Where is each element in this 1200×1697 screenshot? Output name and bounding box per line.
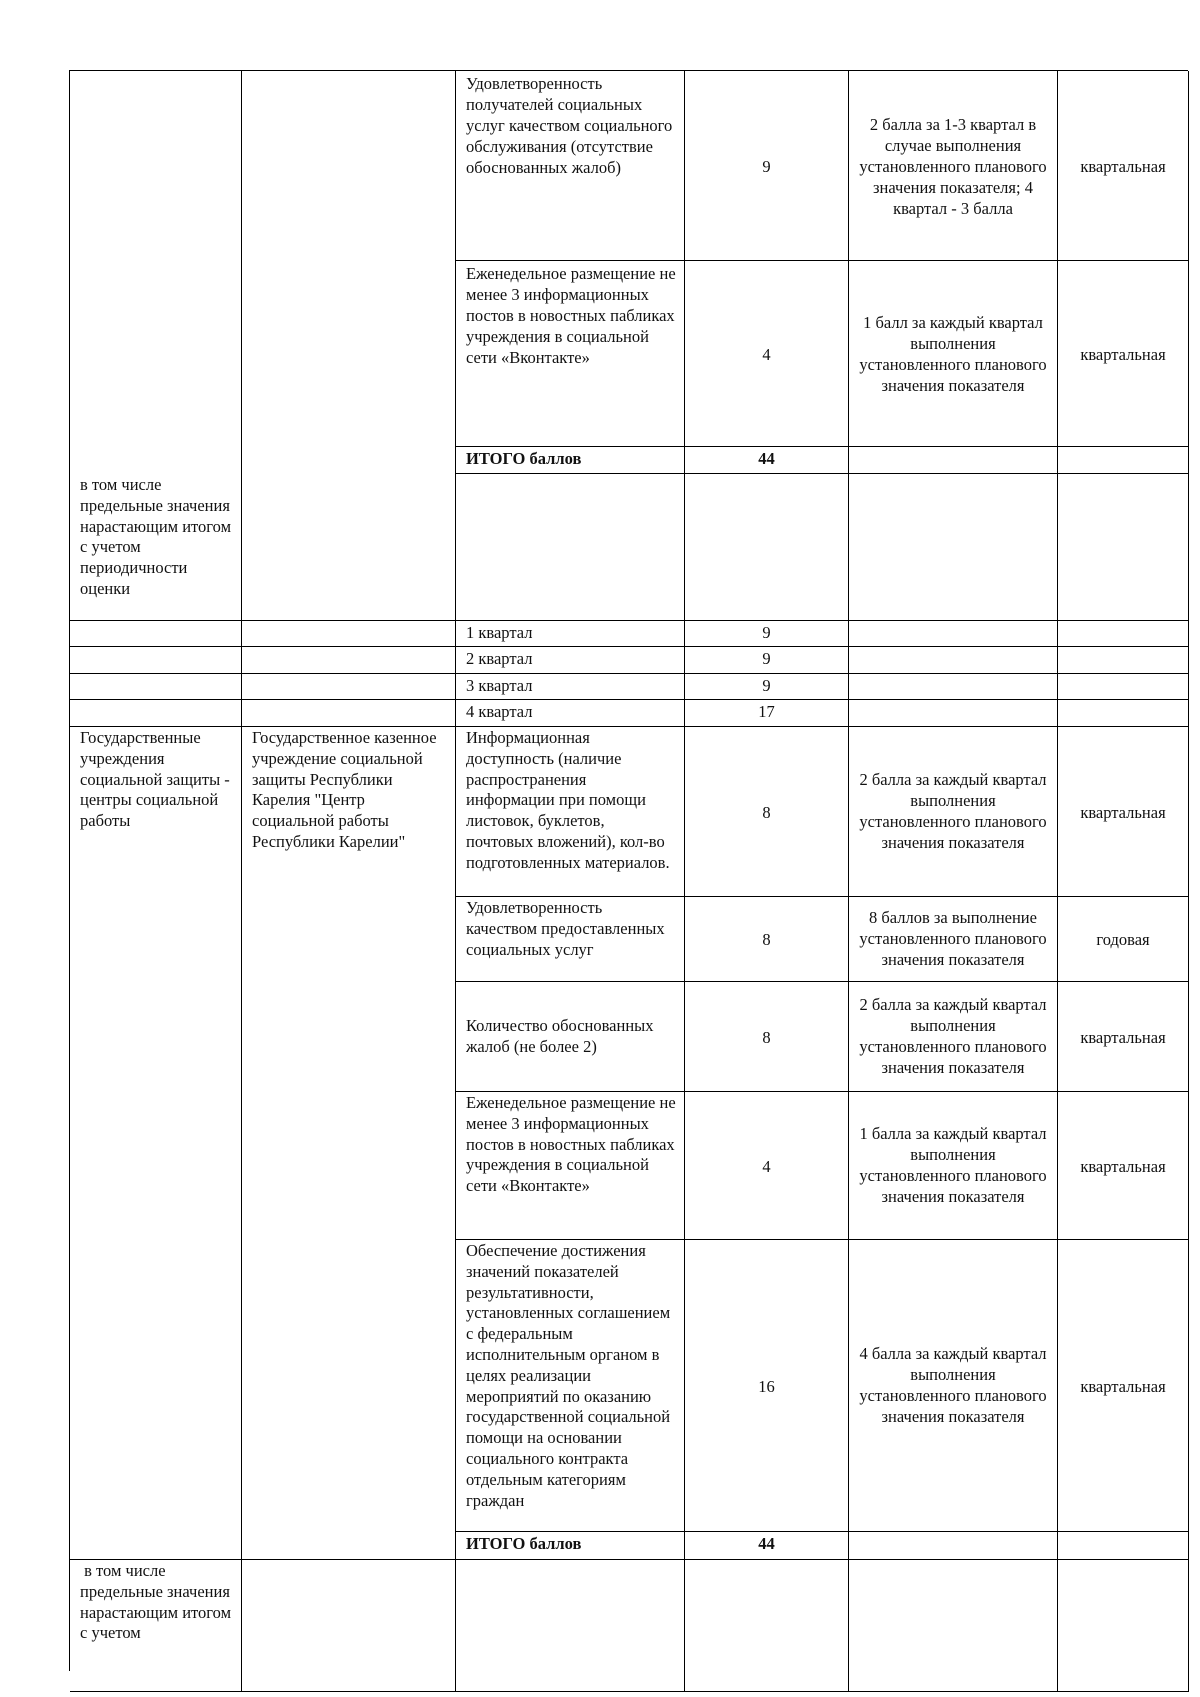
empty-cell — [849, 674, 1058, 700]
points-value: 16 — [758, 1376, 775, 1396]
cumulative-label: в том числе предельные значения нарастающим итогом с учетом периодичности оценки — [70, 474, 242, 621]
indicator-cell — [456, 261, 685, 447]
quarter-value: 17 — [685, 700, 849, 727]
indicator-cell — [456, 1092, 685, 1240]
empty-cell — [242, 1560, 456, 1692]
points-value: 4 — [762, 344, 771, 364]
total-value: 44 — [685, 1532, 849, 1560]
condition-cell — [849, 727, 1058, 897]
condition-cell — [849, 982, 1058, 1092]
empty-cell — [685, 474, 849, 621]
indicator-cell — [456, 897, 685, 982]
periodicity-text: квартальная — [1080, 1376, 1166, 1396]
empty-cell — [242, 474, 456, 621]
condition-text: 2 балла за каждый квартал выполнения установленного планового значения показателя — [859, 770, 1047, 852]
points-cell — [685, 261, 849, 447]
condition-text: 2 балла за каждый квартал выполнения установленного планового значения показателя — [859, 995, 1047, 1077]
periodicity-cell — [1058, 727, 1189, 897]
total-label: ИТОГО баллов — [456, 447, 685, 474]
empty-cell — [849, 1532, 1058, 1560]
periodicity-cell — [1058, 982, 1189, 1092]
condition-cell — [849, 1240, 1058, 1532]
empty-cell — [1058, 474, 1189, 621]
indicator-text: Еженедельное размещение не менее 3 информационных постов в новостных пабликах учреждения в социальной сети «Вконтакте» — [466, 264, 676, 367]
periodicity-text: квартальная — [1080, 156, 1166, 176]
quarter-value: 9 — [685, 621, 849, 647]
indicator-cell — [456, 982, 685, 1092]
empty-cell — [849, 1560, 1058, 1692]
points-value: 8 — [762, 1027, 771, 1047]
condition-text: 8 баллов за выполнение установленного планового значения показателя — [859, 908, 1047, 969]
points-cell — [685, 982, 849, 1092]
empty-cell — [685, 1560, 849, 1692]
condition-text: 1 балл за каждый квартал выполнения установленного планового значения показателя — [859, 313, 1047, 395]
empty-cell — [1058, 647, 1189, 674]
total-value: 44 — [685, 447, 849, 474]
empty-cell — [70, 647, 242, 674]
empty-cell — [1058, 700, 1189, 727]
points-value: 4 — [762, 1156, 771, 1176]
empty-cell — [70, 674, 242, 700]
empty-cell — [849, 621, 1058, 647]
institution-type: Государственные учреждения социальной защиты - центры социальной работы — [80, 728, 230, 831]
condition-cell — [849, 1092, 1058, 1240]
empty-cell-name — [242, 71, 456, 474]
empty-cell — [1058, 1532, 1189, 1560]
periodicity-text: квартальная — [1080, 802, 1166, 822]
indicator-text: Информационная доступность (наличие распространения информации при помощи листовок, буклетов, почтовых вложений), кол-во подготовленных материалов. — [466, 728, 670, 872]
periodicity-text: квартальная — [1080, 1027, 1166, 1047]
condition-cell — [849, 261, 1058, 447]
empty-cell-type — [70, 71, 242, 474]
periodicity-text: квартальная — [1080, 344, 1166, 364]
periodicity-text: годовая — [1096, 930, 1150, 949]
points-value: 9 — [762, 156, 771, 176]
indicator-text: Обеспечение достижения значений показателей результативности, установленных соглашением с федеральным исполнительным органом в целях реализации мероприятий по оказанию государственной социальной помощи на основании социального контракта отдельным категориям граждан — [466, 1241, 671, 1510]
empty-cell — [849, 647, 1058, 674]
total-label: ИТОГО баллов — [456, 1532, 685, 1560]
points-cell — [685, 897, 849, 982]
empty-cell — [456, 1560, 685, 1692]
empty-cell — [849, 474, 1058, 621]
condition-text: 2 балла за 1-3 квартал в случае выполнения установленного планового значения показателя; 4 квартал - 3 балла — [859, 114, 1047, 218]
empty-cell — [1058, 674, 1189, 700]
empty-cell — [242, 700, 456, 727]
empty-cell — [70, 621, 242, 647]
empty-cell — [242, 647, 456, 674]
periodicity-cell — [1058, 261, 1189, 447]
institution-type-cell — [70, 727, 242, 1560]
quarter-value: 9 — [685, 674, 849, 700]
condition-cell — [849, 71, 1058, 261]
institution-name-cell — [242, 727, 456, 1560]
condition-cell — [849, 897, 1058, 982]
institution-name: Государственное казенное учреждение социальной защиты Республики Карелия "Центр социальной работы Республики Карелии" — [252, 728, 437, 851]
indicator-cell — [456, 1240, 685, 1532]
empty-cell — [242, 621, 456, 647]
points-cell — [685, 71, 849, 261]
periodicity-cell — [1058, 1240, 1189, 1532]
quarter-label: 1 квартал — [456, 621, 685, 647]
indicator-text: Удовлетворенность получателей социальных услуг качеством социального обслуживания (отсутствие обоснованных жалоб) — [466, 74, 673, 177]
empty-cell — [849, 447, 1058, 474]
indicator-text: Удовлетворенность качеством предоставленных социальных услуг — [466, 898, 665, 959]
empty-cell — [849, 700, 1058, 727]
indicator-cell — [456, 71, 685, 261]
points-cell — [685, 727, 849, 897]
quarter-label: 4 квартал — [456, 700, 685, 727]
points-value: 8 — [762, 802, 771, 822]
periodicity-cell — [1058, 71, 1189, 261]
empty-cell — [456, 474, 685, 621]
criteria-table — [69, 70, 1188, 1671]
empty-cell — [70, 700, 242, 727]
indicator-cell — [456, 727, 685, 897]
periodicity-text: квартальная — [1080, 1156, 1166, 1176]
points-cell — [685, 1240, 849, 1532]
cumulative-label: в том числе предельные значения нарастающим итогом с учетом — [70, 1560, 242, 1692]
quarter-label: 2 квартал — [456, 647, 685, 674]
condition-text: 1 балла за каждый квартал выполнения установленного планового значения показателя — [859, 1124, 1047, 1206]
periodicity-cell — [1058, 897, 1189, 982]
quarter-label: 3 квартал — [456, 674, 685, 700]
points-value: 8 — [762, 930, 771, 949]
empty-cell — [1058, 447, 1189, 474]
empty-cell — [1058, 1560, 1189, 1692]
indicator-text: Количество обоснованных жалоб (не более 2) — [466, 1016, 654, 1056]
quarter-value: 9 — [685, 647, 849, 674]
indicator-text: Еженедельное размещение не менее 3 информационных постов в новостных пабликах учреждения в социальной сети «Вконтакте» — [466, 1093, 676, 1196]
condition-text: 4 балла за каждый квартал выполнения установленного планового значения показателя — [859, 1344, 1047, 1426]
periodicity-cell — [1058, 1092, 1189, 1240]
empty-cell — [1058, 621, 1189, 647]
empty-cell — [242, 674, 456, 700]
points-cell — [685, 1092, 849, 1240]
